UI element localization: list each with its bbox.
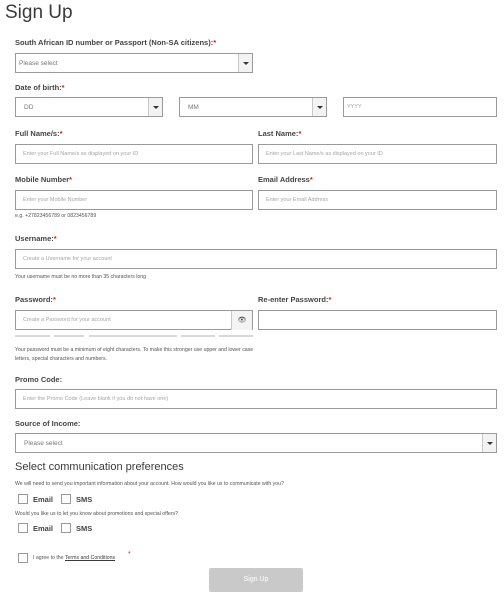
dob-year-placeholder: YYYY (347, 104, 362, 110)
email-placeholder: Enter your Email Address (266, 197, 329, 203)
reenter-password-label: Re-enter Password:* (258, 295, 332, 304)
full-name-label: Full Name/s:* (15, 129, 63, 138)
full-name-input[interactable] (15, 144, 253, 164)
promo-label: Promo Code: (15, 375, 63, 384)
terms-link[interactable]: Terms and Conditions (64, 555, 116, 561)
email-label: Email Address* (258, 175, 313, 184)
chevron-down-icon (482, 434, 496, 452)
comms-heading: Select communication preferences (15, 461, 184, 473)
id-type-select[interactable] (15, 53, 253, 73)
promo-sms-label: SMS (76, 524, 93, 533)
promo-email-checkbox[interactable] (18, 523, 28, 533)
income-select[interactable] (15, 433, 497, 453)
password-placeholder: Create a Password for your account (23, 317, 111, 323)
account-sms-label: SMS (76, 495, 93, 504)
chevron-down-icon (238, 54, 252, 72)
last-name-placeholder: Enter your Last Name/s as displayed on your ID (266, 151, 383, 157)
password-label: Password:* (15, 295, 56, 304)
full-name-placeholder: Enter your Full Name/s as displayed on your ID (23, 151, 139, 157)
dob-month-select[interactable] (179, 97, 327, 117)
password-strength-segment (15, 335, 50, 337)
account-email-checkbox[interactable] (18, 494, 28, 504)
promo-input[interactable] (15, 389, 497, 409)
username-placeholder: Create a Username for your account (23, 256, 112, 262)
last-name-input[interactable] (258, 144, 497, 164)
page-title: Sign Up (5, 2, 73, 23)
eye-icon[interactable]: 👁 (231, 311, 252, 330)
terms-required-mark: * (128, 551, 131, 558)
username-hint: Your username must be no more than 35 characters long (15, 274, 147, 280)
password-input[interactable] (15, 310, 253, 330)
id-number-label: South African ID number or Passport (Non-SA citizens):* (15, 38, 217, 47)
password-hint: Your password must be a minimum of eight characters. To make this stronger use upper and lower case letters, special characters and numbers. (15, 347, 254, 362)
chevron-down-icon (312, 98, 326, 116)
last-name-label: Last Name:* (258, 129, 302, 138)
mobile-label: Mobile Number* (15, 175, 73, 184)
terms-checkbox[interactable] (18, 553, 28, 563)
promo-email-label: Email (33, 524, 54, 533)
terms-label: I agree to the Terms and Conditions (33, 555, 116, 561)
mobile-placeholder: Enter your Mobile Number (23, 197, 88, 203)
comms-question-account: We will need to send you important information about your account. How would you like us to communicate with you? (15, 481, 284, 487)
mobile-input[interactable] (15, 190, 253, 210)
sign-up-button[interactable]: Sign Up (209, 568, 303, 592)
dob-day-select[interactable] (15, 97, 163, 117)
reenter-password-input[interactable] (258, 310, 497, 330)
chevron-down-icon (148, 98, 162, 116)
dob-month-value: MM (188, 104, 199, 111)
username-input[interactable] (15, 249, 497, 269)
promo-sms-checkbox[interactable] (61, 523, 71, 533)
email-input[interactable] (258, 190, 497, 210)
password-strength-segment (219, 335, 253, 337)
account-email-label: Email (33, 495, 54, 504)
password-strength-segment (89, 335, 177, 337)
password-strength-segment (181, 335, 215, 337)
account-sms-checkbox[interactable] (61, 494, 71, 504)
mobile-hint: e.g. +27823456789 or 0823456789 (15, 213, 97, 219)
dob-day-value: DD (24, 104, 34, 111)
dob-year-input[interactable] (343, 97, 497, 117)
comms-question-promotions: Would you like us to let you know about promotions and special offers? (15, 511, 179, 517)
id-type-value: Please select (19, 60, 58, 67)
income-label: Source of Income: (15, 419, 81, 428)
password-strength-segment (54, 335, 84, 337)
income-value: Please select (24, 440, 63, 447)
dob-label: Date of birth:* (15, 83, 65, 92)
promo-placeholder: Enter the Promo Code (Leave blank if you do not have one) (23, 396, 169, 402)
username-label: Username:* (15, 234, 57, 243)
